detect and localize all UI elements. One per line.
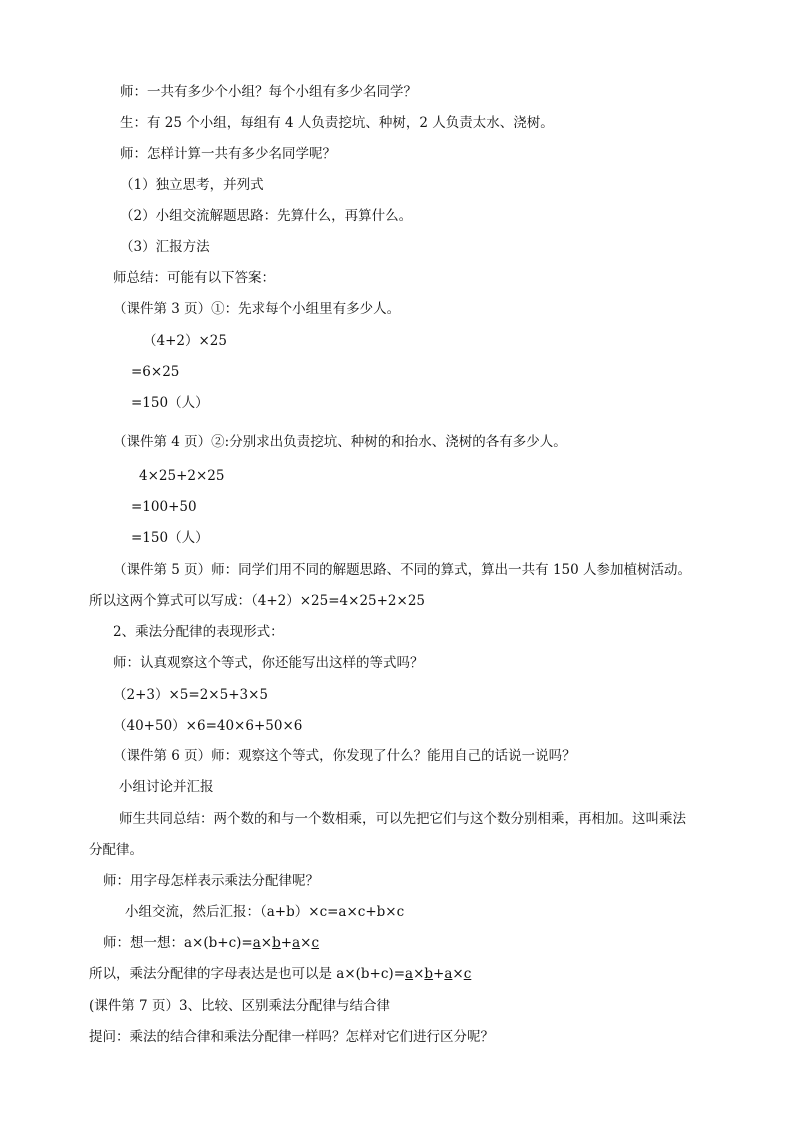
formula-term-b: b — [272, 935, 281, 951]
text-line-5: （2）小组交流解题思路：先算什么，再算什么。 — [120, 208, 413, 224]
formula-term-c: c — [311, 935, 320, 951]
text-line-15: =150（人） — [131, 530, 209, 546]
text-line-29 — [89, 965, 471, 983]
formula-prefix: 师：想一想：a×(b+c)= — [103, 935, 253, 951]
text-line-7: 师总结：可能有以下答案： — [113, 270, 275, 286]
text-line-27: 小组交流，然后汇报：（a+b）×c=a×c+b×c — [125, 904, 405, 920]
text-line-24: 师生共同总结：两个数的和与一个数相乘，可以先把它们与这个数分别相乘，再相加。这叫乘法 — [119, 811, 686, 827]
formula-times: × — [260, 935, 273, 951]
text-line-25: 分配律。 — [89, 842, 143, 858]
text-line-9: （4+2）×25 — [143, 333, 227, 349]
text-line-3: 师：怎样计算一共有多少名同学呢？ — [120, 146, 336, 162]
text-line-31: 提问：乘法的结合律和乘法分配律一样吗？怎样对它们进行区分呢？ — [89, 1029, 494, 1045]
formula-times: × — [413, 966, 425, 982]
formula-term-b: b — [424, 966, 434, 982]
text-line-17: 所以这两个算式可以写成：（4+2）×25=4×25+2×25 — [89, 593, 426, 609]
text-line-21: （40+50）×6=40×6+50×6 — [113, 718, 303, 734]
formula-term-c: c — [463, 966, 472, 982]
formula-term-a: a — [292, 935, 301, 951]
text-line-6: （3）汇报方法 — [120, 239, 210, 255]
text-line-23: 小组讨论并汇报 — [119, 779, 214, 795]
text-line-14: =100+50 — [131, 499, 197, 515]
text-line-8: （课件第 3 页）①：先求每个小组里有多少人。 — [113, 301, 401, 317]
text-line-1: 师：一共有多少个小组？每个小组有多少名同学？ — [120, 84, 417, 100]
text-line-20: （2+3）×5=2×5+3×5 — [113, 687, 268, 703]
text-line-30: (课件第 7 页）3、比较、区别乘法分配律与结合律 — [89, 998, 391, 1014]
text-line-12: （课件第 4 页）②:分别求出负责挖坑、种树的和抬水、浇树的各有多少人。 — [113, 434, 567, 450]
text-line-18: 2、乘法分配律的表现形式： — [113, 624, 284, 640]
text-line-4: （1）独立思考，并列式 — [120, 177, 264, 193]
text-line-26: 师：用字母怎样表示乘法分配律呢？ — [103, 873, 319, 889]
text-line-13: 4×25+2×25 — [139, 468, 225, 484]
formula-times: × — [452, 966, 464, 982]
formula-times: × — [300, 935, 312, 951]
formula-prefix: 所以，乘法分配律的字母表达是也可以是 a×(b+c)= — [89, 966, 406, 982]
formula-plus: + — [433, 966, 445, 982]
formula-term-a: a — [252, 935, 261, 951]
text-line-2: 生：有 25 个小组，每组有 4 人负责挖坑、种树，2 人负责太水、浇树。 — [120, 115, 554, 131]
text-line-11: =150（人） — [131, 395, 209, 411]
formula-plus: + — [280, 935, 293, 951]
formula-term-a: a — [444, 966, 453, 982]
text-line-22: （课件第 6 页）师：观察这个等式，你发现了什么？能用自己的话说一说吗？ — [113, 748, 576, 764]
text-line-19: 师：认真观察这个等式，你还能写出这样的等式吗？ — [113, 655, 424, 671]
text-line-28 — [103, 934, 319, 952]
text-line-16: （课件第 5 页）师：同学们用不同的解题思路、不同的算式，算出一共有 150 人参加植树活动。 — [113, 562, 692, 578]
formula-term-a: a — [405, 966, 414, 982]
text-line-10: =6×25 — [131, 364, 180, 380]
